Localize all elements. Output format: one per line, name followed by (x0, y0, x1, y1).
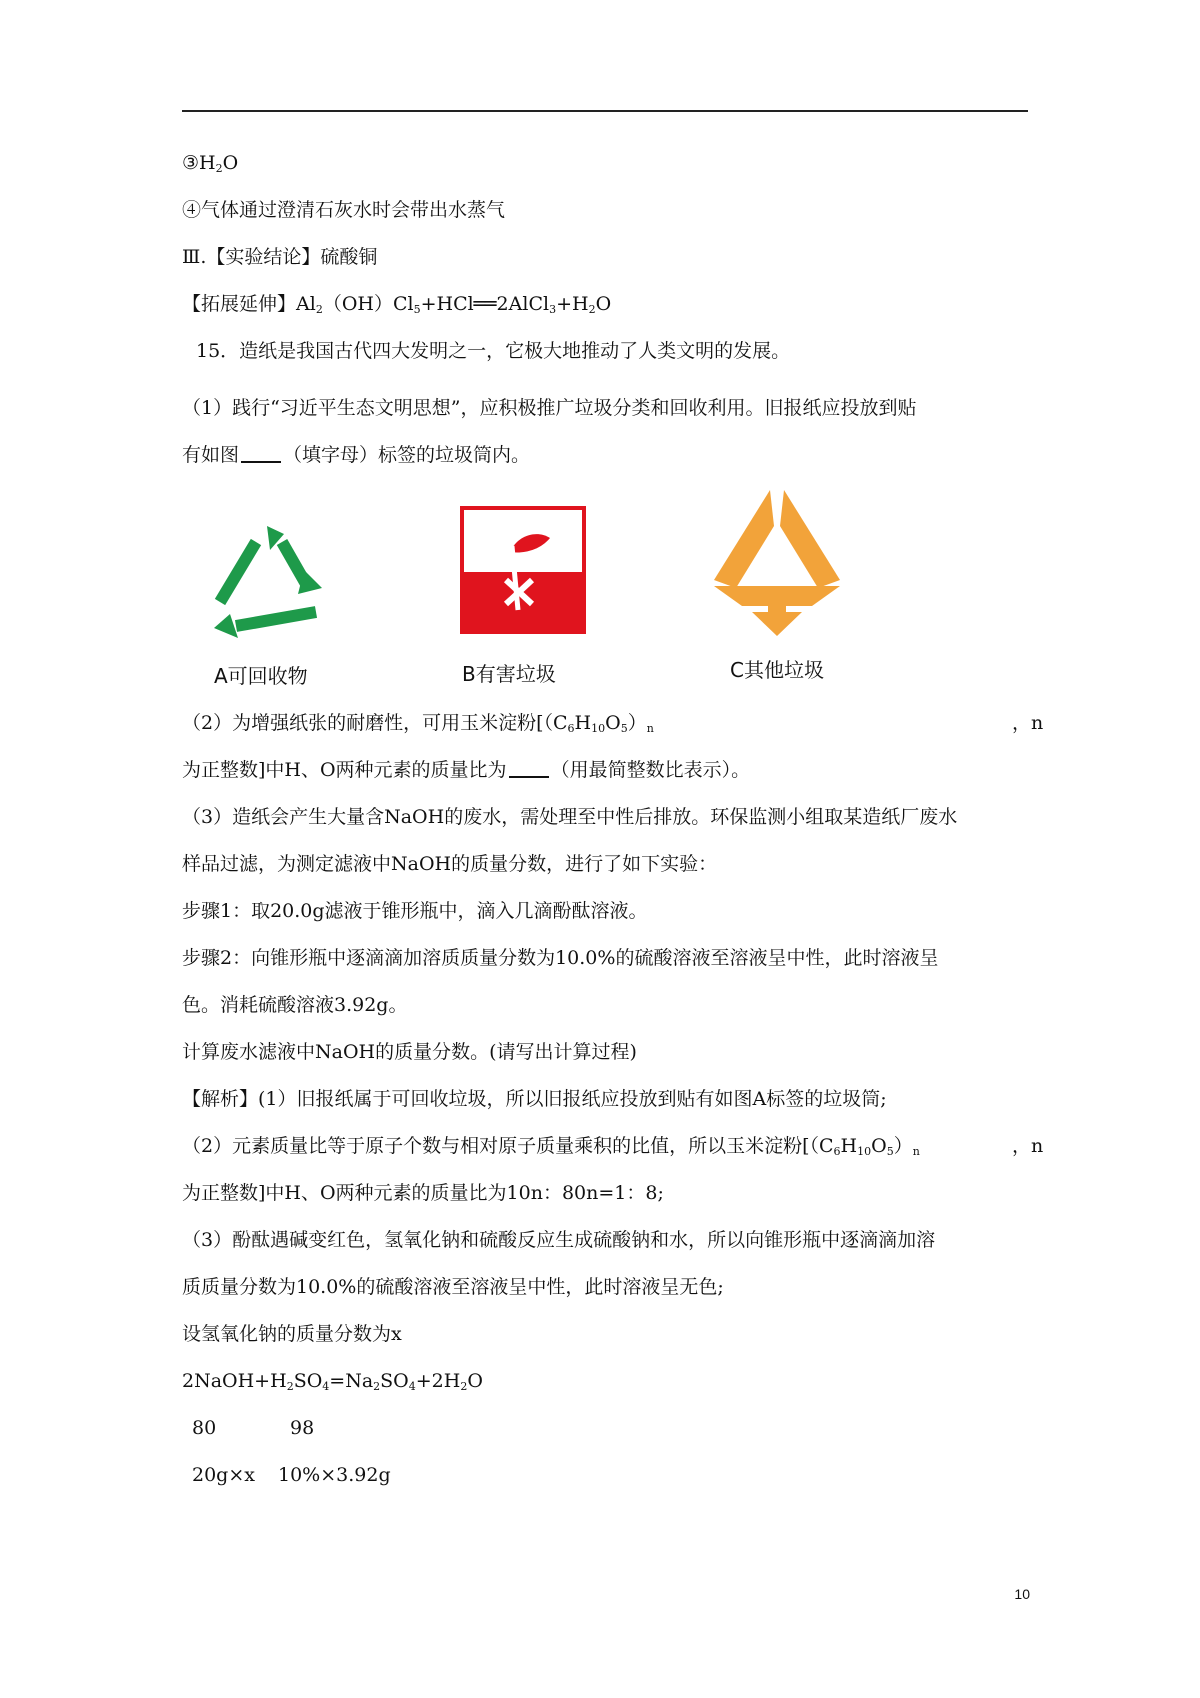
analysis-3-line-2: 质质量分数为10.0%的硫酸溶液至溶液呈中性，此时溶液呈无色; (182, 1276, 724, 1298)
q1-line-2: 有如图 （填字母）标签的垃圾筒内。 (182, 444, 531, 466)
recycle-icon (204, 520, 334, 645)
ratio-naoh: 20g×x (192, 1464, 255, 1486)
q1-line-1: （1）践行“习近平生态文明思想”，应积极推广垃圾分类和回收利用。旧报纸应投放到贴 (182, 397, 917, 419)
waste-labels-figure (182, 488, 882, 688)
calc-prompt: 计算废水滤液中NaOH的质量分数。(请写出计算过程) (182, 1041, 637, 1063)
answer-blank (241, 445, 281, 463)
molar-mass-naoh: 80 (192, 1417, 217, 1439)
let-x: 设氢氧化钠的质量分数为x (182, 1323, 402, 1345)
analysis-3-line-1: （3）酚酞遇碱变红色，氢氧化钠和硫酸反应生成硫酸钠和水，所以向锥形瓶中逐滴滴加溶 (182, 1229, 936, 1251)
other-waste-icon (712, 488, 842, 638)
answer-blank (509, 760, 549, 778)
step-1: 步骤1：取20.0g滤液于锥形瓶中，滴入几滴酚酞溶液。 (182, 900, 648, 922)
q3-line-1: （3）造纸会产生大量含NaOH的废水，需处理至中性后排放。环保监测小组取某造纸厂废水 (182, 806, 958, 828)
q3-line-2: 样品过滤，为测定滤液中NaOH的质量分数，进行了如下实验： (182, 853, 718, 875)
ratio-h2so4: 10%×3.92g (278, 1464, 391, 1486)
question-15: 15．造纸是我国古代四大发明之一，它极大地推动了人类文明的发展。 (196, 340, 791, 362)
molar-mass-h2so4: 98 (290, 1417, 315, 1439)
line-extension: 【拓展延伸】$Al_2(OH)Cl_5+HCl══2AlCl_3+H_2O$ (182, 293, 612, 316)
step-2-cont: 色。消耗硫酸溶液3.92g。 (182, 994, 408, 1016)
line-conclusion: Ⅲ.【实验结论】硫酸铜 (182, 246, 378, 268)
hazard-icon (460, 506, 586, 634)
equation: $2NaOH+H_2SO_4=Na_2SO_4+2H_2O$ (182, 1370, 483, 1393)
q2-line-2: 为正整数]中H、O两种元素的质量比为 （用最简整数比表示）。 (182, 759, 751, 781)
q2-line-1: （2）为增强纸张的耐磨性，可用玉米淀粉[$(C_6H_{10}O_5)_n$ ，n (182, 712, 1044, 735)
step-2: 步骤2：向锥形瓶中逐滴滴加溶质质量分数为10.0%的硫酸溶液至溶液呈中性，此时溶液呈 (182, 947, 939, 969)
label-c: C其他垃圾 (730, 658, 824, 682)
header-rule (182, 110, 1028, 112)
label-a: A可回收物 (214, 664, 308, 688)
line-vapor: ④气体通过澄清石灰水时会带出水蒸气 (182, 199, 506, 221)
analysis-1: 【解析】(1）旧报纸属于可回收垃圾，所以旧报纸应投放到贴有如图A标签的垃圾筒; (182, 1088, 887, 1110)
page-number: 10 (1014, 1586, 1030, 1602)
analysis-2-line-1: （2）元素质量比等于原子个数与相对原子质量乘积的比值，所以玉米淀粉[$(C_6H_{10}O_5)_n$ ，n (182, 1135, 1044, 1158)
analysis-2-line-2: 为正整数]中H、O两种元素的质量比为10n：80n=1：8; (182, 1182, 664, 1204)
line-h2o: $③H_2O$ (182, 152, 239, 175)
label-b: B有害垃圾 (462, 662, 556, 686)
